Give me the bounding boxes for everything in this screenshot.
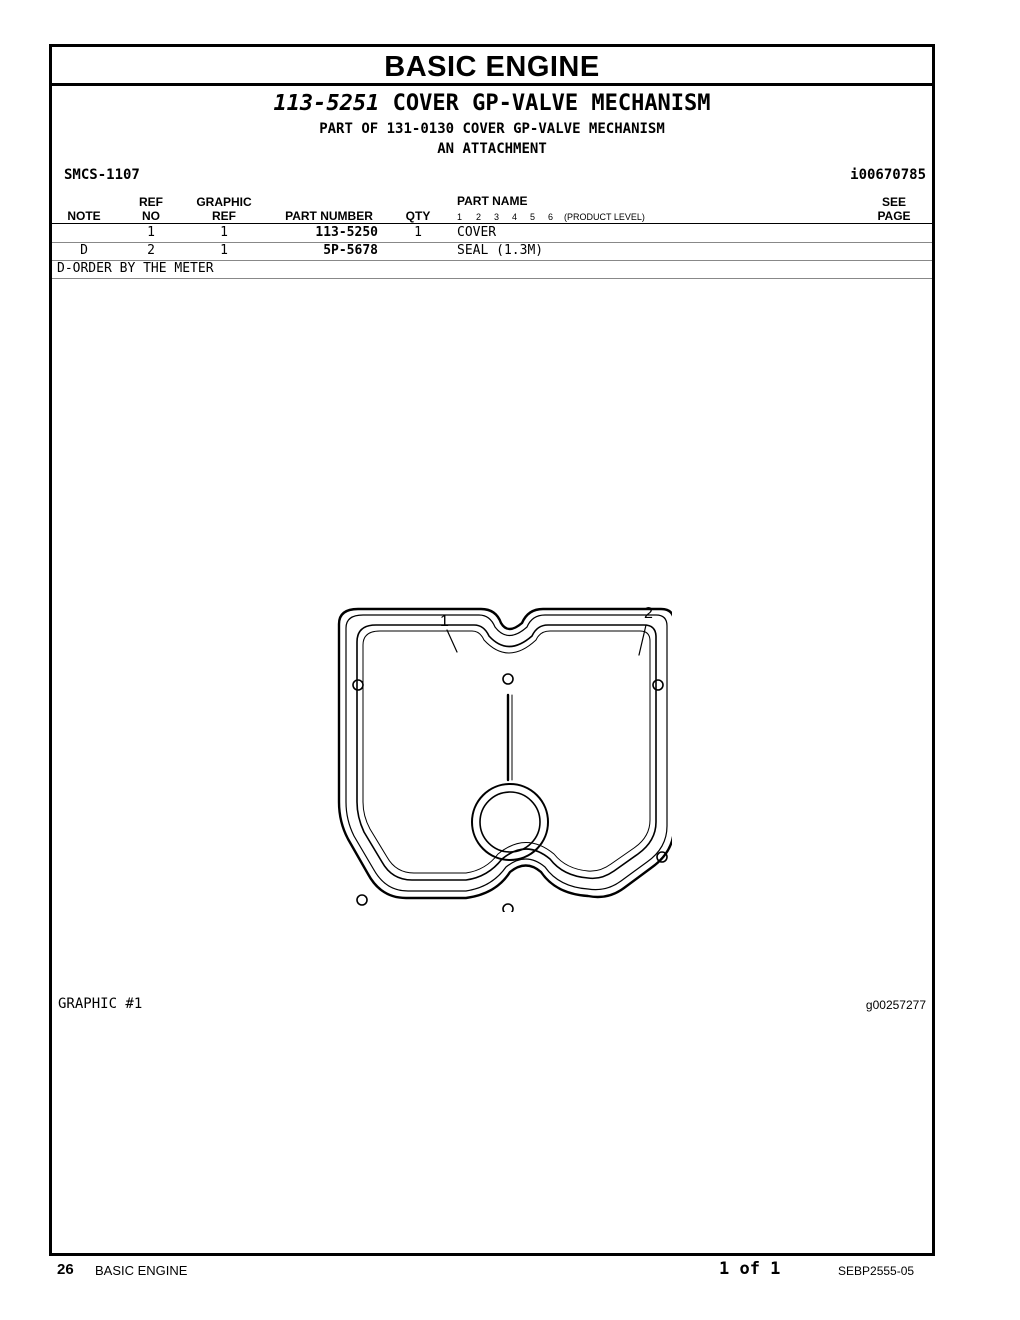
footnote-divider <box>52 278 932 279</box>
table-header-rule <box>52 223 932 224</box>
footer-section: BASIC ENGINE <box>95 1263 188 1278</box>
callout-2-leader <box>639 625 646 655</box>
seal-inner-line <box>363 631 650 873</box>
valve-cover-illustration <box>332 552 672 912</box>
callout-1: 1 <box>440 613 449 630</box>
header-product-level: (PRODUCT LEVEL) <box>564 212 645 222</box>
attachment-line: AN ATTACHMENT <box>437 141 547 157</box>
header-graphic-top: GRAPHIC <box>196 195 252 209</box>
bolt-hole <box>503 904 513 912</box>
smcs-code: SMCS-1107 <box>64 167 140 183</box>
row-graphic-ref: 1 <box>220 243 228 258</box>
header-level-2: 2 <box>476 212 482 222</box>
header-level-6: 6 <box>548 212 554 222</box>
row-qty: 1 <box>414 225 422 240</box>
graphic-label: GRAPHIC #1 <box>58 996 143 1012</box>
section-header-bar <box>52 47 932 86</box>
section-title: BASIC ENGINE <box>384 51 600 83</box>
header-ref-top: REF <box>139 195 163 209</box>
header-part-number: PART NUMBER <box>285 209 373 223</box>
part-title <box>52 91 932 116</box>
header-note: NOTE <box>67 209 101 223</box>
row-part-number: 5P-5678 <box>323 243 378 258</box>
header-part-name: PART NAME <box>457 194 528 208</box>
row-part-name: COVER <box>457 225 497 240</box>
filler-port-outer <box>472 784 548 860</box>
table-footnote: D-ORDER BY THE METER <box>57 261 214 276</box>
graphic-id: g00257277 <box>865 998 926 1012</box>
row-part-name: SEAL (1.3M) <box>457 243 544 258</box>
row-part-number: 113-5250 <box>315 225 378 240</box>
part-of-line: PART OF 131-0130 COVER GP-VALVE MECHANISM <box>319 121 665 137</box>
part-title-name: COVER GP-VALVE MECHANISM <box>392 91 711 116</box>
header-level-5: 5 <box>530 212 536 222</box>
header-level-3: 3 <box>494 212 500 222</box>
page-frame <box>49 44 935 1256</box>
header-see-top: SEE <box>881 195 906 209</box>
footer-page-count: 1 of 1 <box>719 1259 781 1279</box>
part-title-number: 113-5251 <box>273 91 380 116</box>
header-ref-bottom: NO <box>142 209 160 223</box>
row-ref-no: 1 <box>147 225 155 240</box>
bolt-hole <box>503 674 513 684</box>
row-ref-no: 2 <box>147 243 155 258</box>
callout-2: 2 <box>644 605 653 622</box>
header-qty: QTY <box>405 209 431 223</box>
header-level-1: 1 <box>457 212 463 222</box>
illustration-id: i00670785 <box>850 167 926 183</box>
row-note: D <box>80 243 88 258</box>
header-level-4: 4 <box>512 212 518 222</box>
header-see-bottom: PAGE <box>877 209 911 223</box>
bolt-hole <box>353 680 363 690</box>
header-graphic-bottom: REF <box>212 209 236 223</box>
callout-1-leader <box>447 630 457 652</box>
footer-page-number: 26 <box>57 1261 74 1278</box>
filler-port-inner <box>480 792 540 852</box>
seal-outline <box>357 625 656 880</box>
row-graphic-ref: 1 <box>220 225 228 240</box>
bolt-hole <box>653 680 663 690</box>
cover-inner-outline <box>346 615 667 891</box>
bolt-hole <box>357 895 367 905</box>
footer-document-id: SEBP2555-05 <box>838 1264 915 1278</box>
